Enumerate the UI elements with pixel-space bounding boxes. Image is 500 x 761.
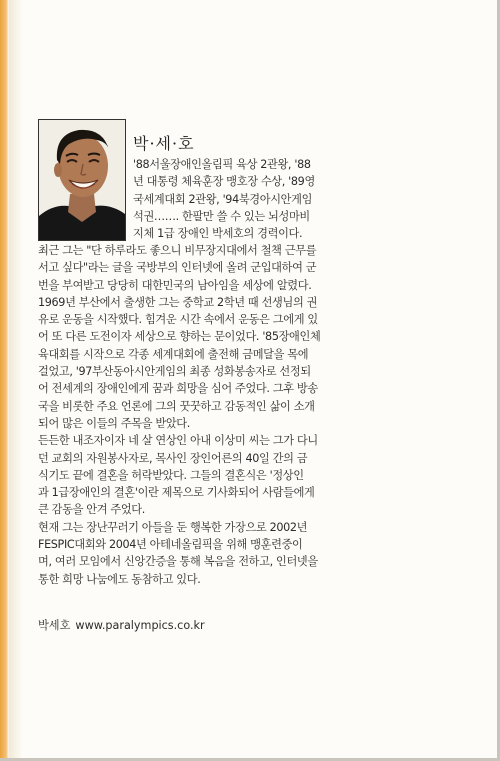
biography-body <box>38 242 320 588</box>
body-line: 번을 부여받고 당당히 대한민국의 남아임을 세상에 알렸다. <box>38 278 312 292</box>
intro-line: 석권……. 한팔만 쓸 수 있는 뇌성마비 <box>133 209 310 223</box>
author-footer <box>38 617 210 633</box>
book-spine-edge <box>0 0 9 761</box>
body-line: 1969년 부산에서 출생한 그는 중학교 2학년 때 선생님의 권 <box>38 295 318 309</box>
body-line: 육대회를 시작으로 각종 세계대회에 출전해 금메달을 목에 <box>38 347 309 361</box>
intro-line: 지체 1급 장애인 박세호의 경력이다. <box>133 227 303 241</box>
intro-line: 국세계대회 2관왕, '94북경아시안게임 <box>133 192 313 206</box>
body-line: 현재 그는 장난꾸러기 아들을 둔 행복한 가장으로 2002년 <box>38 520 308 534</box>
portrait-illustration <box>39 120 125 240</box>
intro-paragraph <box>133 156 315 242</box>
body-line: 어 전세계의 장애인에게 꿈과 희망을 심어 주었다. 그후 방송 <box>38 382 318 396</box>
body-line: 던 교회의 자원봉사자로, 목사인 장인어른의 40일 간의 금 <box>38 451 308 465</box>
body-line: 국을 비롯한 주요 언론에 그의 꿋꿋하고 감동적인 삶이 소개 <box>38 399 315 413</box>
intro-line: '88서울장애인올림픽 육상 2관왕, '88 <box>133 158 311 171</box>
body-line: 되어 많은 이들의 주목을 받았다. <box>38 416 190 430</box>
body-line: 서고 싶다"라는 글을 국방부의 인터넷에 올려 군입대하여 군 <box>38 261 317 275</box>
body-line: 걸었고, '97부산동아시안게임의 최종 성화봉송자로 선정되 <box>38 365 311 379</box>
author-name-heading: 박·세·호 <box>133 134 195 153</box>
footer-website-link[interactable]: www.paralympics.co.kr <box>75 619 205 632</box>
footer-author-name: 박세호 <box>38 619 71 632</box>
body-line: 큰 감동을 안겨 주었다. <box>38 503 145 517</box>
author-portrait-photo <box>38 119 126 241</box>
body-line: 며, 여러 모임에서 신앙간증을 통해 복음을 전하고, 인터넷을 <box>38 555 318 569</box>
body-line: FESPIC대회와 2004년 아테네올림픽을 위해 맹훈련중이 <box>38 538 303 552</box>
body-line: 식기도 끝에 결혼을 허락받았다. 그들의 결혼식은 '정상인 <box>38 468 304 482</box>
spine-shadow <box>9 0 23 761</box>
intro-line: 년 대통령 체육훈장 맹호장 수상, '89영 <box>133 175 315 189</box>
body-line: 통한 희망 나눔에도 동참하고 있다. <box>38 572 201 586</box>
body-line: 과 1급장애인의 결혼'이란 제목으로 기사화되어 사람들에게 <box>38 486 315 500</box>
body-line: 든든한 내조자이자 네 살 연상인 아내 이상미 씨는 그가 다니 <box>38 434 318 448</box>
body-line: 어 또 다른 도전이자 세상으로 향하는 문이었다. '85장애인체 <box>38 330 321 344</box>
body-line: 유로 운동을 시작했다. 힘겨운 시간 속에서 운동은 그에게 있 <box>38 313 318 327</box>
body-line: 최근 그는 "단 하루라도 좋으니 비무장지대에서 철책 근무를 <box>38 244 317 257</box>
